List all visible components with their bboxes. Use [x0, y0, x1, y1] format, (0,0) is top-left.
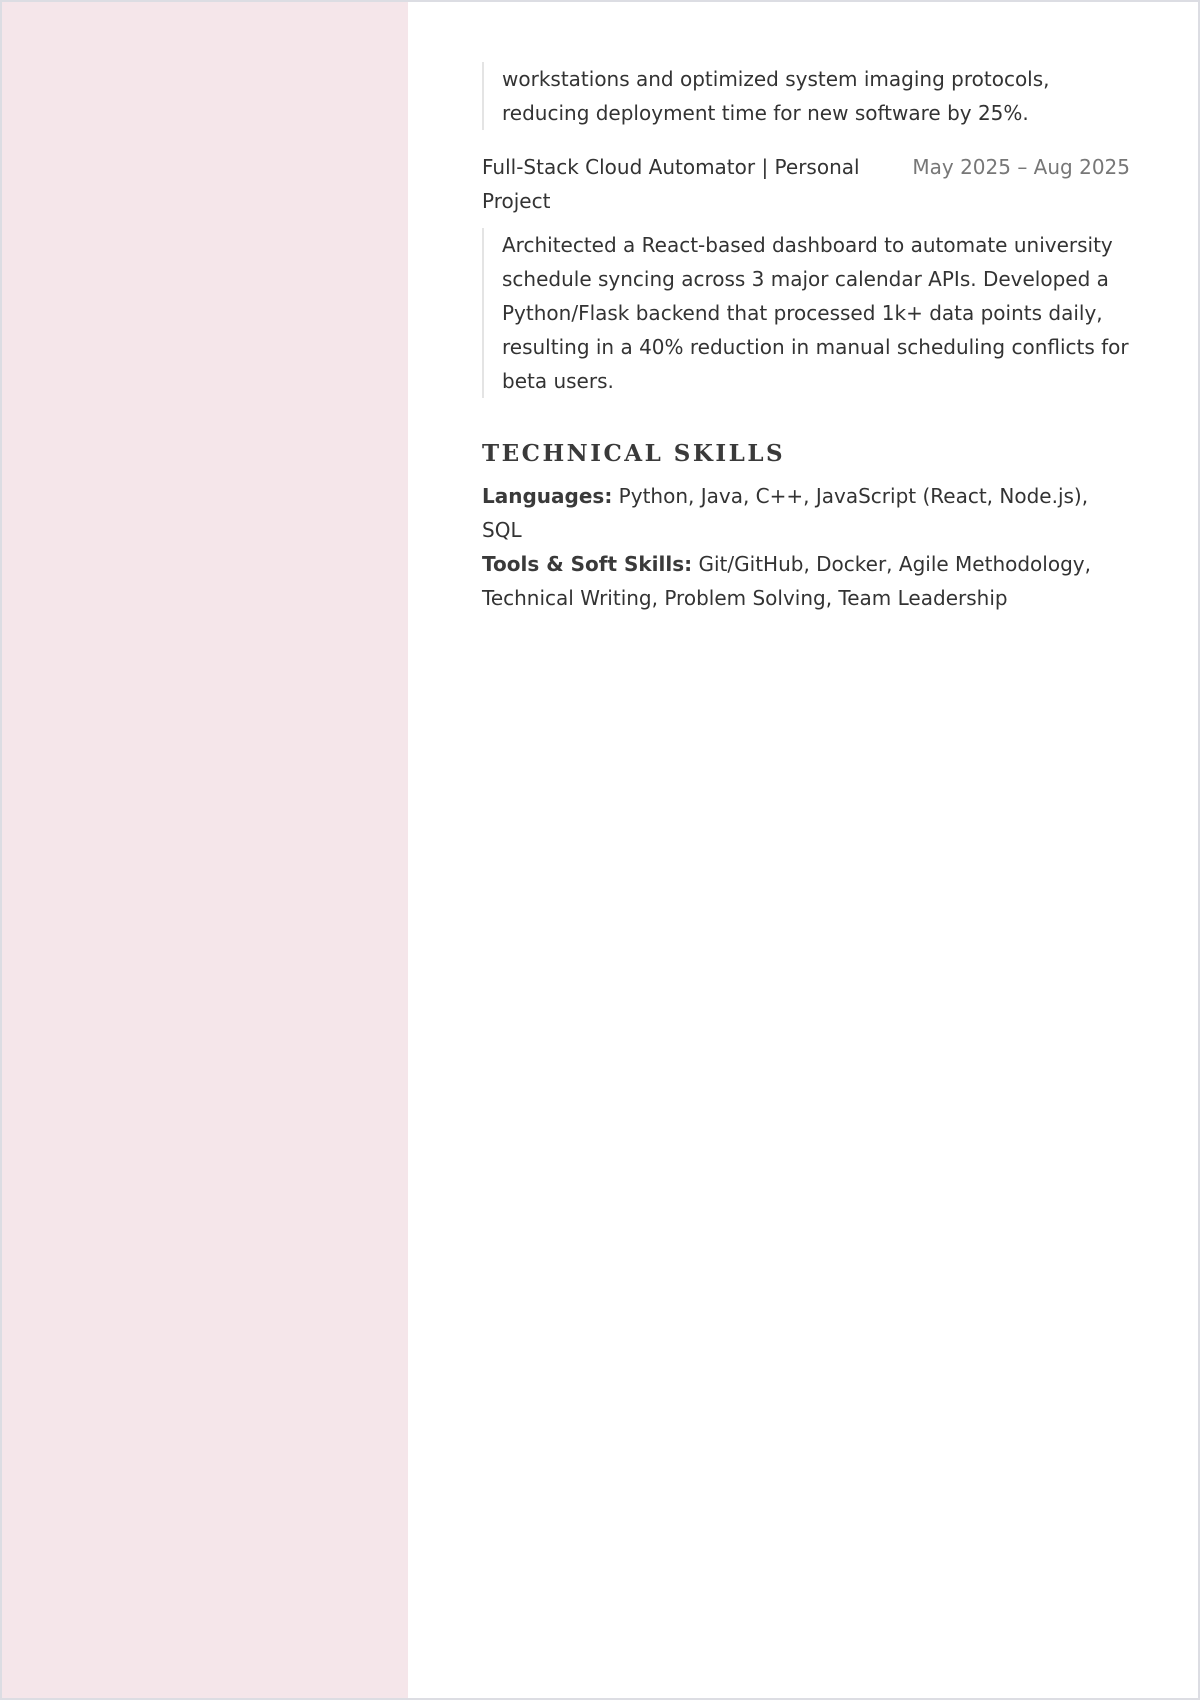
tools-value: Git/GitHub, Docker, Agile Methodology, Technical Writing, Problem Solving, Team Leadership: [482, 552, 1091, 610]
languages-label: Languages:: [482, 484, 613, 508]
resume-main-column: [482, 62, 1130, 615]
technical-skills-heading: TECHNICAL SKILLS: [482, 440, 786, 467]
project-entry-header: [482, 150, 1130, 218]
tools-label: Tools & Soft Skills:: [482, 552, 693, 576]
project-description: Architected a React-based dashboard to automate university schedule syncing across 3 major calendar APIs. Developed a Python/Flask backend that processed 1k+ data points daily, resulting in a 40% reduction in manual scheduling conflicts for beta users.: [482, 228, 1130, 398]
languages-value: Python, Java, C++, JavaScript (React, Node.js), SQL: [482, 484, 1089, 542]
languages-line: [482, 479, 1130, 547]
project-title: Full-Stack Cloud Automator | Personal Project: [482, 155, 860, 213]
resume-sidebar: [2, 2, 408, 1698]
project-dates: May 2025 – Aug 2025: [912, 155, 1130, 179]
technical-skills-section: [482, 479, 1130, 615]
experience-continued-bullet: workstations and optimized system imaging protocols, reducing deployment time for new software by 25%.: [482, 62, 1130, 130]
tools-line: [482, 547, 1130, 615]
